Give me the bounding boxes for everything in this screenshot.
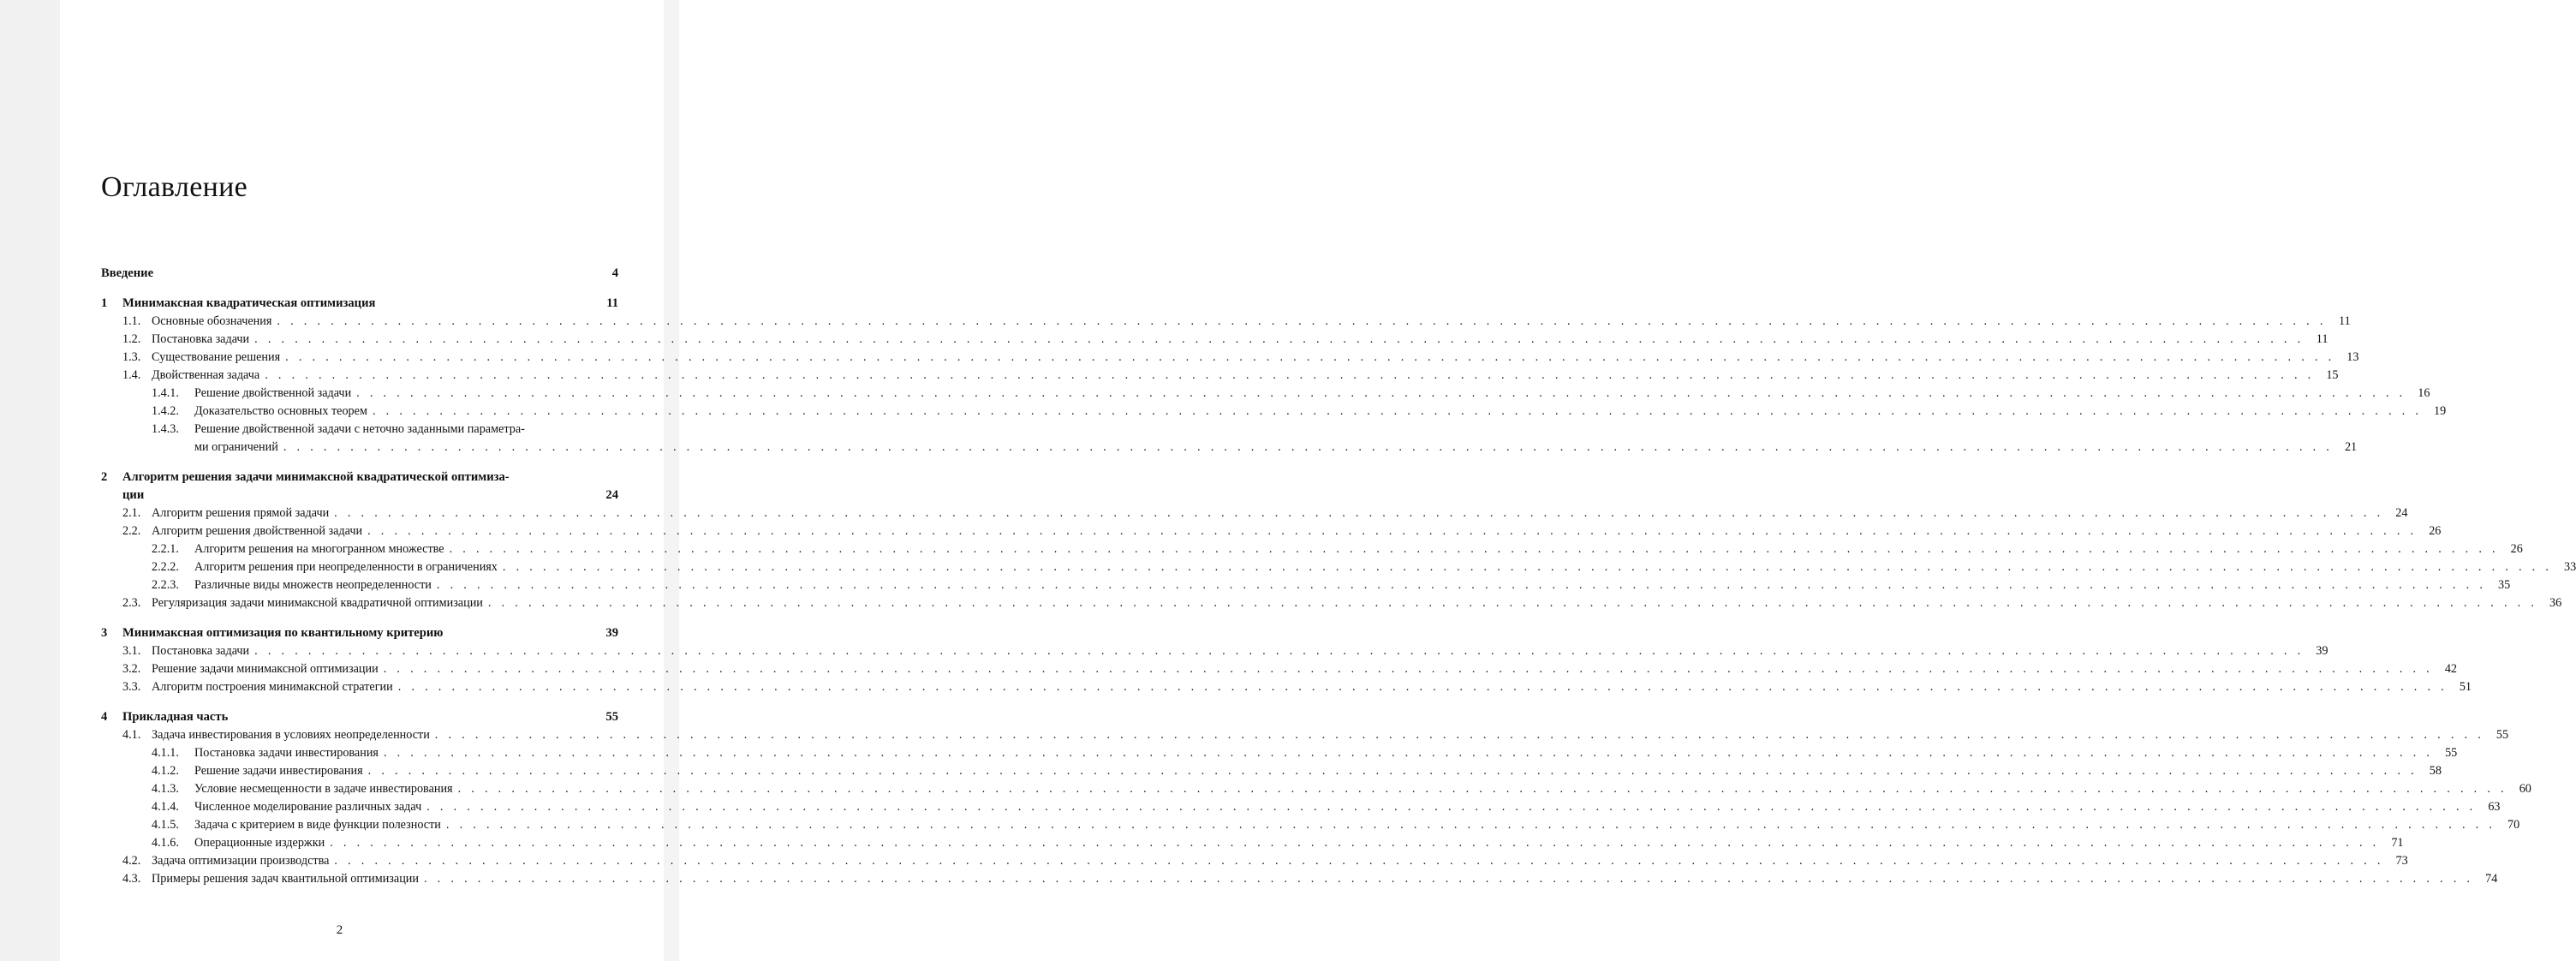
toc-entry-text: Решение двойственной задачи с неточно заданными параметра-: [194, 422, 525, 436]
toc-subsection-1-4-2[interactable]: [101, 403, 2447, 421]
toc-entry-page: 39: [2316, 644, 2329, 658]
toc-section-number: 4.1.2.: [152, 764, 179, 778]
table-of-contents: [101, 265, 2576, 888]
toc-section-4-3[interactable]: [101, 870, 2498, 888]
toc-entry-page: 24: [2395, 506, 2408, 520]
dot-leader: [265, 367, 2314, 385]
toc-subsection-4-1-4[interactable]: [101, 798, 2501, 816]
toc-section-3-1[interactable]: [101, 642, 2329, 660]
toc-entry-text: Постановка задачи: [152, 332, 250, 346]
toc-entry-page: 11: [2339, 314, 2351, 328]
toc-entry-page: 19: [2434, 404, 2447, 418]
toc-subsection-4-1-1[interactable]: [101, 744, 2458, 762]
toc-entry-page: 16: [2418, 386, 2430, 400]
toc-section-number: 2.1.: [122, 506, 141, 520]
toc-entry-page: 39: [605, 626, 618, 640]
toc-subsection-2-2-2[interactable]: [101, 558, 2576, 576]
toc-subsection-4-1-3[interactable]: [101, 780, 2531, 798]
toc-entry-text-continued: ции: [122, 488, 145, 502]
toc-entry-page: 11: [606, 296, 618, 310]
dot-leader: [458, 780, 2507, 798]
page-title: Оглавление: [101, 171, 247, 203]
toc-section-number: 1.2.: [122, 332, 141, 346]
dot-leader: [334, 852, 2383, 870]
toc-section-number: 4.1.5.: [152, 818, 179, 832]
toc-subsection-2-2-3[interactable]: [101, 576, 2511, 594]
toc-entry-text: Различные виды множеств неопределенности: [194, 578, 432, 592]
dot-leader: [367, 522, 2417, 540]
toc-entry-text: Алгоритм решения на многогранном множестве: [194, 542, 444, 556]
toc-subsection-4-1-2[interactable]: [101, 762, 2442, 780]
dot-leader: [254, 331, 2304, 349]
toc-section-number: 1.4.: [122, 368, 141, 382]
toc-section-number: 2.2.1.: [152, 542, 179, 556]
toc-entry-page: 26: [2429, 524, 2442, 538]
toc-entry-page: 73: [2395, 854, 2408, 868]
toc-section-number: 4.1.: [122, 728, 141, 742]
toc-section-number: 1.4.3.: [152, 422, 179, 436]
toc-section-number: 1.4.1.: [152, 386, 179, 400]
toc-section-1-2[interactable]: [101, 331, 2329, 349]
toc-entry-text: Задача с критерием в виде функции полезности: [194, 818, 441, 832]
toc-entry-text: Решение задачи минимаксной оптимизации: [152, 662, 379, 676]
toc-subsection-2-2-1[interactable]: [101, 540, 2523, 558]
toc-entry-text: Доказательство основных теорем: [194, 404, 367, 418]
dot-leader: [334, 504, 2383, 522]
dot-leader: [446, 816, 2496, 834]
toc-subsection-4-1-5[interactable]: [101, 816, 2520, 834]
toc-section-3-3[interactable]: [101, 678, 2472, 696]
toc-entry-text: Минимаксная квадратическая оптимизация: [122, 296, 376, 310]
toc-section-number: 4.2.: [122, 854, 141, 868]
toc-entry-text: Решение двойственной задачи: [194, 386, 352, 400]
toc-entry-text: Минимаксная оптимизация по квантильному критерию: [122, 626, 444, 640]
toc-section-2-2[interactable]: [101, 522, 2442, 540]
toc-section-number: 4.1.4.: [152, 800, 179, 814]
toc-subsection-1-4-3[interactable]: [101, 421, 618, 439]
dot-leader: [426, 798, 2476, 816]
dot-leader: [356, 385, 2406, 403]
toc-entry-page: 51: [2459, 680, 2472, 694]
dot-leader: [283, 439, 2333, 457]
toc-entry-text: Прикладная часть: [122, 710, 229, 724]
toc-section-number: 3.1.: [122, 644, 141, 658]
toc-section-number: 2.2.2.: [152, 560, 179, 574]
dot-leader: [384, 660, 2433, 678]
toc-chapter-number: 2: [101, 470, 108, 484]
toc-section-3-2[interactable]: [101, 660, 2457, 678]
dot-leader: [398, 678, 2448, 696]
toc-section-number: 2.3.: [122, 596, 141, 610]
dot-leader: [435, 726, 2484, 744]
toc-chapter-2[interactable]: [101, 469, 618, 486]
toc-entry-page: 74: [2485, 872, 2498, 886]
toc-entry-intro[interactable]: [101, 265, 618, 283]
toc-entry-page: 35: [2497, 578, 2511, 592]
dot-leader: [254, 642, 2304, 660]
toc-section-number: 4.1.1.: [152, 746, 179, 760]
toc-chapter-1[interactable]: [101, 295, 618, 313]
toc-entry-text: Численное моделирование различных задач: [194, 800, 422, 814]
toc-section-number: 1.4.2.: [152, 404, 179, 418]
toc-chapter-4[interactable]: [101, 708, 618, 726]
toc-chapter-number: 4: [101, 710, 108, 724]
toc-section-number: 2.2.3.: [152, 578, 179, 592]
toc-entry-page: 15: [2326, 368, 2339, 382]
dot-leader: [437, 576, 2486, 594]
toc-section-1-4[interactable]: [101, 367, 2339, 385]
toc-entry-page: 55: [2445, 746, 2458, 760]
dot-leader: [503, 558, 2552, 576]
toc-chapter-number: 3: [101, 626, 108, 640]
toc-entry-text: Операционные издержки: [194, 836, 325, 850]
toc-subsection-1-4-3-continued[interactable]: [101, 439, 2358, 457]
dot-leader: [373, 403, 2422, 421]
toc-entry-page: 13: [2346, 350, 2359, 364]
toc-entry-page: 58: [2429, 764, 2442, 778]
toc-entry-text: Алгоритм решения при неопределенности в ограничениях: [194, 560, 498, 574]
dot-leader: [450, 540, 2499, 558]
toc-section-4-1[interactable]: [101, 726, 2509, 744]
toc-entry-text: Решение задачи инвестирования: [194, 764, 363, 778]
toc-subsection-4-1-6[interactable]: [101, 834, 2404, 852]
toc-section-number: 2.2.: [122, 524, 141, 538]
dot-leader: [330, 834, 2379, 852]
toc-entry-page: 33: [2564, 560, 2576, 574]
toc-entry-text: Алгоритм решения двойственной задачи: [152, 524, 363, 538]
toc-entry-page: 63: [2488, 800, 2501, 814]
toc-section-number: 1.1.: [122, 314, 141, 328]
toc-section-4-2[interactable]: [101, 852, 2408, 870]
toc-entry-text: Регуляризация задачи минимаксной квадратичной оптимизации: [152, 596, 483, 610]
dot-leader: [488, 594, 2537, 612]
toc-entry-text: Алгоритм построения минимаксной стратегии: [152, 680, 393, 694]
toc-entry-text: Задача оптимизации производства: [152, 854, 330, 868]
toc-entry-text: Основные обозначения: [152, 314, 272, 328]
toc-section-number: 3.2.: [122, 662, 141, 676]
scan-left-margin: [0, 0, 60, 961]
toc-entry-page: 4: [611, 266, 618, 280]
toc-section-1-1[interactable]: [101, 313, 2351, 331]
toc-entry-page: 42: [2444, 662, 2457, 676]
toc-entry-text-continued: ми ограничений: [194, 440, 278, 454]
toc-section-number: 3.3.: [122, 680, 141, 694]
toc-entry-page: 55: [2496, 728, 2509, 742]
toc-chapter-2-continued[interactable]: [101, 486, 618, 504]
dot-leader: [384, 744, 2433, 762]
toc-entry-page: 24: [605, 488, 618, 502]
toc-entry-page: 26: [2510, 542, 2523, 556]
toc-section-1-3[interactable]: [101, 349, 2359, 367]
toc-section-2-1[interactable]: [101, 504, 2408, 522]
toc-entry-text: Задача инвестирования в условиях неопределенности: [152, 728, 430, 742]
page-number: 2: [336, 923, 343, 937]
toc-entry-text: Постановка задачи: [152, 644, 250, 658]
toc-chapter-3[interactable]: [101, 624, 618, 642]
toc-chapter-number: 1: [101, 296, 108, 310]
toc-entry-text: Двойственная задача: [152, 368, 260, 382]
toc-entry-page: 60: [2519, 782, 2531, 796]
toc-entry-text: Существование решения: [152, 350, 281, 364]
toc-entry-page: 71: [2391, 836, 2404, 850]
dot-leader: [424, 870, 2473, 888]
toc-section-number: 4.1.6.: [152, 836, 179, 850]
toc-entry-page: 70: [2507, 818, 2520, 832]
toc-entry-text: Примеры решения задач квантильной оптимизации: [152, 872, 419, 886]
toc-section-number: 4.1.3.: [152, 782, 179, 796]
toc-section-2-3[interactable]: [101, 594, 2562, 612]
toc-entry-page: 55: [605, 710, 618, 724]
toc-entry-text: Постановка задачи инвестирования: [194, 746, 379, 760]
toc-section-number: 1.3.: [122, 350, 141, 364]
toc-entry-page: 11: [2316, 332, 2329, 346]
toc-section-number: 4.3.: [122, 872, 141, 886]
toc-entry-text: Алгоритм решения прямой задачи: [152, 506, 330, 520]
toc-entry-page: 36: [2549, 596, 2562, 610]
dot-leader: [285, 349, 2334, 367]
toc-entry-page: 21: [2344, 440, 2358, 454]
dot-leader: [368, 762, 2418, 780]
toc-entry-text: Условие несмещенности в задаче инвестирования: [194, 782, 453, 796]
toc-entry-text: Введение: [101, 266, 154, 280]
dot-leader: [277, 313, 2326, 331]
toc-entry-text: Алгоритм решения задачи минимаксной квадратической оптимиза-: [122, 470, 510, 484]
toc-subsection-1-4-1[interactable]: [101, 385, 2430, 403]
